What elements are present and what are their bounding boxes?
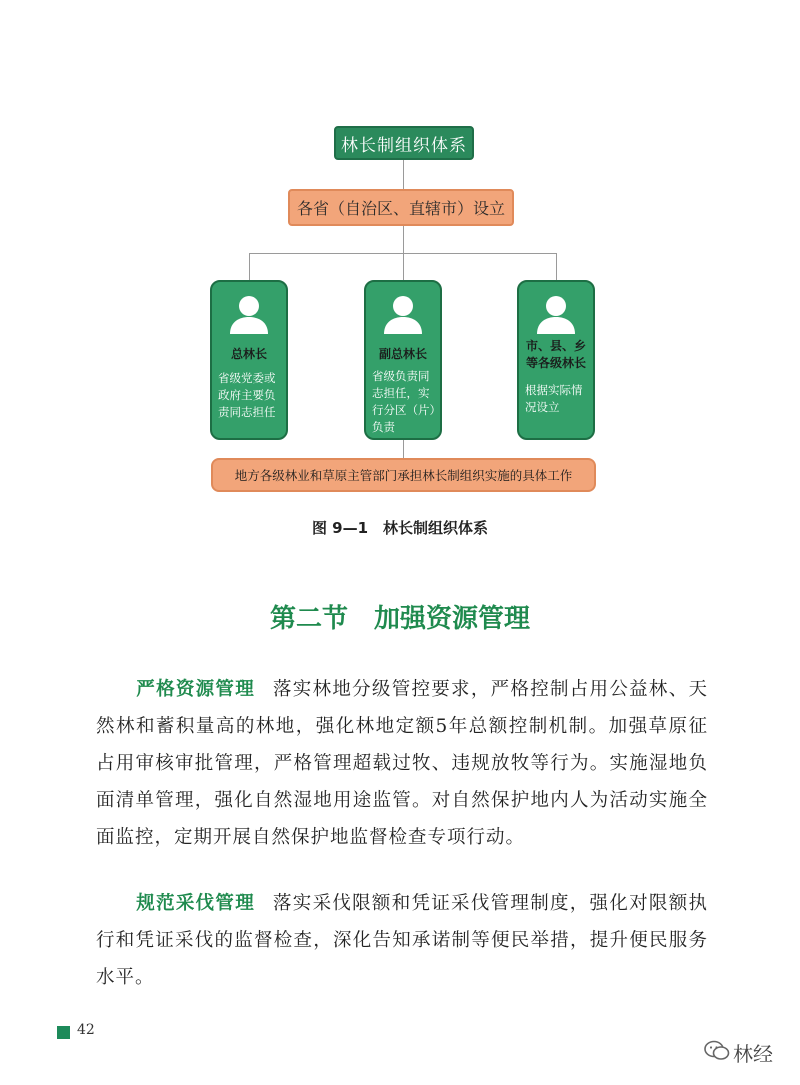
connector-right (556, 253, 557, 280)
wechat-icon (704, 1040, 730, 1062)
connector-mid-bottom (403, 440, 404, 458)
connector-title-province (403, 160, 404, 189)
connector-mid (403, 253, 404, 280)
role-desc: 省级党委或 政府主要负 责同志担任 (218, 371, 276, 419)
role-desc: 省级负责同 志担任，实 行分区（片） 负责 (372, 369, 441, 434)
person-icon (381, 292, 425, 336)
connector-province-down (403, 226, 404, 253)
role-name: 市、县、乡 等各级林长 (525, 339, 586, 370)
province-box: 各省（自治区、直辖市）设立 (288, 189, 514, 226)
role-card-chief (210, 280, 288, 440)
watermark-text: 林经 (733, 1042, 773, 1066)
role-card-deputy (364, 280, 442, 440)
implementation-box: 地方各级林业和草原主管部门承担林长制组织实施的具体工作 (211, 458, 596, 492)
paragraph-text: 落实林地分级管控要求，严格控制占用公益林、天然林和蓄积量高的林地，强化林地定额5年总额控制机制。加强草原征占用审核审批管理，严格管理超载过牧、违规放牧等行为。实施湿地负面清单管理，强化自然湿地用途监管。对自然保护地内人为活动实施全面监控，定期开展自然保护地监督检查专项行动。 (96, 679, 708, 848)
paragraph-lead: 规范采伐管理 (136, 893, 255, 914)
person-icon (534, 292, 578, 336)
page-marker (57, 1026, 70, 1039)
role-card-local (517, 280, 595, 440)
connector-left (249, 253, 250, 280)
role-name: 副总林长 (378, 347, 427, 361)
page-number: 42 (77, 1022, 95, 1038)
paragraph-lead: 严格资源管理 (136, 679, 255, 700)
role-desc: 根据实际情 况设立 (525, 383, 583, 414)
org-chart-title: 林长制组织体系 (334, 126, 474, 160)
person-icon (227, 292, 271, 336)
paragraph-text: 落实采伐限额和凭证采伐管理制度，强化对限额执行和凭证采伐的监督检查，深化告知承诺制等便民举措，提升便民服务水平。 (96, 893, 708, 988)
paragraph-resource-management (96, 671, 708, 856)
paragraph-logging-management (96, 885, 708, 996)
figure-caption: 图 9—1 林长制组织体系 (311, 519, 489, 537)
role-name: 总林长 (230, 347, 267, 361)
section-title: 第二节 加强资源管理 (269, 604, 530, 634)
